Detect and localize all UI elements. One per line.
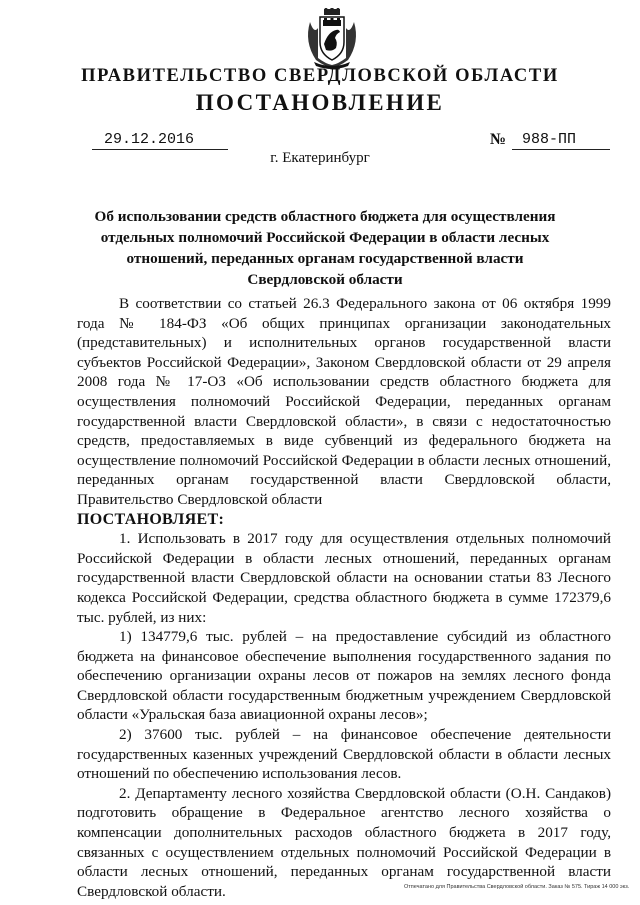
resolves-heading: ПОСТАНОВЛЯЕТ:: [77, 510, 225, 528]
number-sign: №: [490, 131, 507, 148]
document-date: 29.12.2016: [92, 131, 228, 150]
item-1-1-paragraph: 1) 134779,6 тыс. рублей – на предоставление субсидий из областного бюджета на финансовое обеспечение выполнения государственного задания по обеспечению организации охраны лесов от пожаров на землях лесного фонда Свердловской области государственным бюджетным учреждением Свердловской области «Уральская база авиационной охраны лесов»;: [77, 628, 611, 724]
item-2-paragraph: 2. Департаменту лесного хозяйства Свердловской области (О.Н. Сандаков) подготовить обращение в Федеральное агентство лесного хозяйства о компенсации дополнительных расходов областного бюджета в 2017 году, связанных с осуществлением отдельных полномочий Российской Федерации в области лесных отношений, переданных органам государственной власти Свердловской области.: [77, 784, 611, 900]
government-name: ПРАВИТЕЛЬСТВО СВЕРДЛОВСКОЙ ОБЛАСТИ: [81, 66, 559, 86]
document-title: Об использовании средств областного бюджета для осуществления отдельных полномочий Российской Федерации в области лесных отношений, переданных органам государственной власти Свердловской области: [94, 208, 556, 288]
document-type: ПОСТАНОВЛЕНИЕ: [195, 90, 445, 115]
city: г. Екатеринбург: [270, 150, 370, 166]
preamble-paragraph: В соответствии со статьей 26.3 Федерального закона от 06 октября 1999 года № 184-ФЗ «Об общих принципах организации законодательных (представительных) и исполнительных органов государственной власти субъектов Российской Федерации», Законом Свердловской области от 29 апреля 2008 года № 17-ОЗ «Об использовании средств областного бюджета для осуществления полномочий Российской Федерации, переданных органам государственной власти Свердловской области», в связи с недостаточностью средств, предоставляемых в виде субвенций из федерального бюджета на осуществление полномочий Российской Федерации в области лесных отношений, переданных органам государственной власти Свердловской области, Правительство Свердловской области: [77, 295, 611, 508]
print-note: Отпечатано для Правительства Свердловской области. Заказ № 575. Тираж 14 000 экз.: [404, 884, 630, 890]
item-1-paragraph: 1. Использовать в 2017 году для осуществления отдельных полномочий Российской Федерации в области лесных отношений, переданных органам государственной власти Свердловской области на основании статьи 83 Лесного кодекса Российской Федерации, средства областного бюджета в сумме 172379,6 тыс. рублей, из них:: [77, 530, 611, 626]
coat-of-arms-icon: [302, 8, 362, 70]
document-number: 988-ПП: [512, 131, 610, 150]
document-body: [77, 294, 611, 901]
item-1-2-paragraph: 2) 37600 тыс. рублей – на финансовое обеспечение деятельности государственных казенных учреждений Свердловской области в области лесных отношений по обеспечению использования лесов.: [77, 726, 611, 783]
